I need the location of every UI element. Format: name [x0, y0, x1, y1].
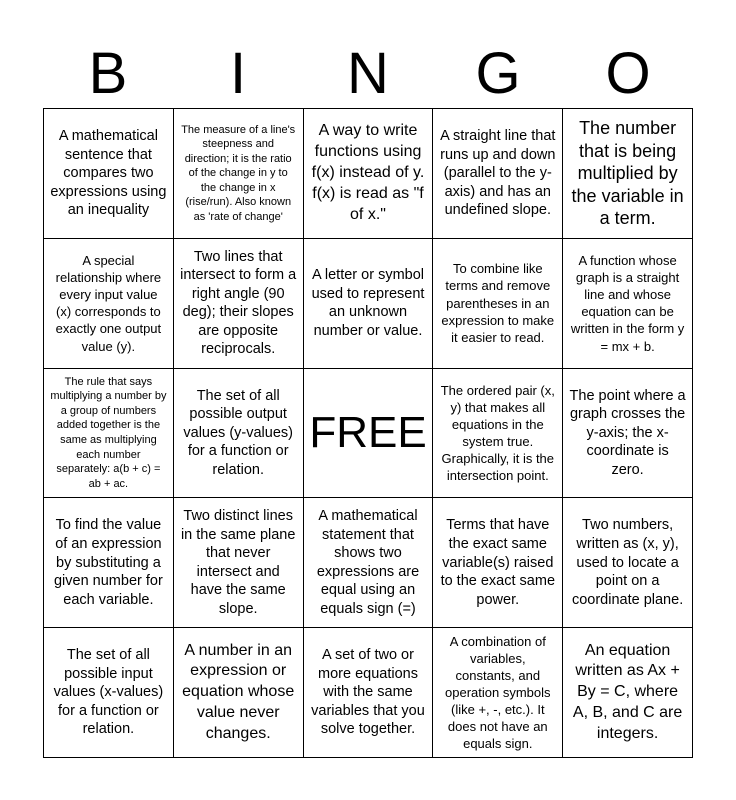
header-letter-o: O — [605, 41, 651, 106]
bingo-cell — [563, 109, 693, 239]
bingo-cell — [304, 109, 434, 239]
bingo-card-grid — [43, 108, 693, 758]
bingo-cell — [174, 628, 304, 758]
cell-text: A number in an expression or equation whose value never changes. — [182, 641, 295, 742]
bingo-cell — [563, 369, 693, 499]
bingo-header — [43, 40, 693, 108]
cell-text: The ordered pair (x, y) that makes all equations in the system true. Graphically, it is the intersection point. — [440, 382, 555, 484]
bingo-cell — [304, 239, 434, 369]
cell-text: The measure of a line's steepness and direction; it is the ratio of the change in y to the change in x (rise/run). Also known as 'rate of change' — [181, 123, 296, 223]
bingo-cell — [304, 498, 434, 628]
free-space — [304, 369, 434, 499]
bingo-cell — [433, 628, 563, 758]
cell-text: To find the value of an expression by substituting a given number for each variable. — [53, 517, 163, 608]
bingo-cell — [174, 109, 304, 239]
bingo-cell — [174, 498, 304, 628]
cell-text: A mathematical statement that shows two expressions are equal using an equals sign (=) — [316, 508, 420, 617]
header-letter-b: B — [88, 41, 128, 106]
cell-text: A special relationship where every input value (x) corresponds to exactly one output value (y). — [55, 252, 162, 354]
cell-text: The point where a graph crosses the y-axis; the x-coordinate is zero. — [569, 387, 686, 478]
bingo-cell — [174, 239, 304, 369]
bingo-cell — [174, 369, 304, 499]
header-letter-i: I — [229, 41, 247, 106]
cell-text: Terms that have the exact same variable(s) raised to the exact same power. — [440, 517, 556, 608]
free-space-label: FREE — [309, 407, 427, 457]
bingo-cell — [44, 369, 174, 499]
cell-text: To combine like terms and remove parentheses in an expression to make it easier to read. — [441, 261, 555, 345]
bingo-cell — [563, 239, 693, 369]
bingo-cell — [44, 628, 174, 758]
cell-text: A straight line that runs up and down (parallel to the y-axis) and has an undefined slope. — [440, 128, 556, 219]
cell-text: An equation written as Ax + By = C, where A, B, and C are integers. — [572, 641, 683, 742]
bingo-cell — [433, 239, 563, 369]
cell-text: Two lines that intersect to form a right angle (90 deg); their slopes are opposite reciprocals. — [180, 248, 297, 358]
cell-text: The set of all possible input values (x-values) for a function or relation. — [53, 647, 164, 738]
cell-text: A way to write functions using f(x) instead of y. f(x) is read as "f of x." — [311, 122, 425, 223]
cell-text: A combination of variables, constants, and operation symbols (like +, -, etc.). It does not have an equals sign. — [445, 633, 551, 752]
cell-text: A letter or symbol used to represent an unknown number or value. — [311, 267, 425, 339]
bingo-cell — [563, 498, 693, 628]
header-letter-n: N — [347, 41, 389, 106]
bingo-cell — [563, 628, 693, 758]
bingo-cell — [44, 239, 174, 369]
cell-text: Two distinct lines in the same plane that never intersect and have the same slope. — [180, 508, 296, 617]
header-letter-g: G — [475, 41, 521, 106]
bingo-cell — [304, 628, 434, 758]
bingo-cell — [433, 369, 563, 499]
bingo-cell — [433, 109, 563, 239]
cell-text: The number that is being multiplied by the variable in a term. — [571, 118, 684, 229]
cell-text: Two numbers, written as (x, y), used to locate a point on a coordinate plane. — [571, 517, 684, 608]
cell-text: A mathematical sentence that compares two expressions using an inequality — [50, 128, 167, 219]
bingo-cell — [44, 498, 174, 628]
cell-text: The set of all possible output values (y-values) for a function or relation. — [183, 387, 293, 478]
cell-text: A function whose graph is a straight line and whose equation can be written in the form y = mx + b. — [570, 252, 685, 354]
cell-text: A set of two or more equations with the same variables that you solve together. — [311, 647, 425, 738]
cell-text: The rule that says multiplying a number by a group of numbers added together is the same as multiplying each number separately: a(b + c) = ab + ac. — [50, 375, 167, 490]
bingo-cell — [44, 109, 174, 239]
bingo-cell — [433, 498, 563, 628]
